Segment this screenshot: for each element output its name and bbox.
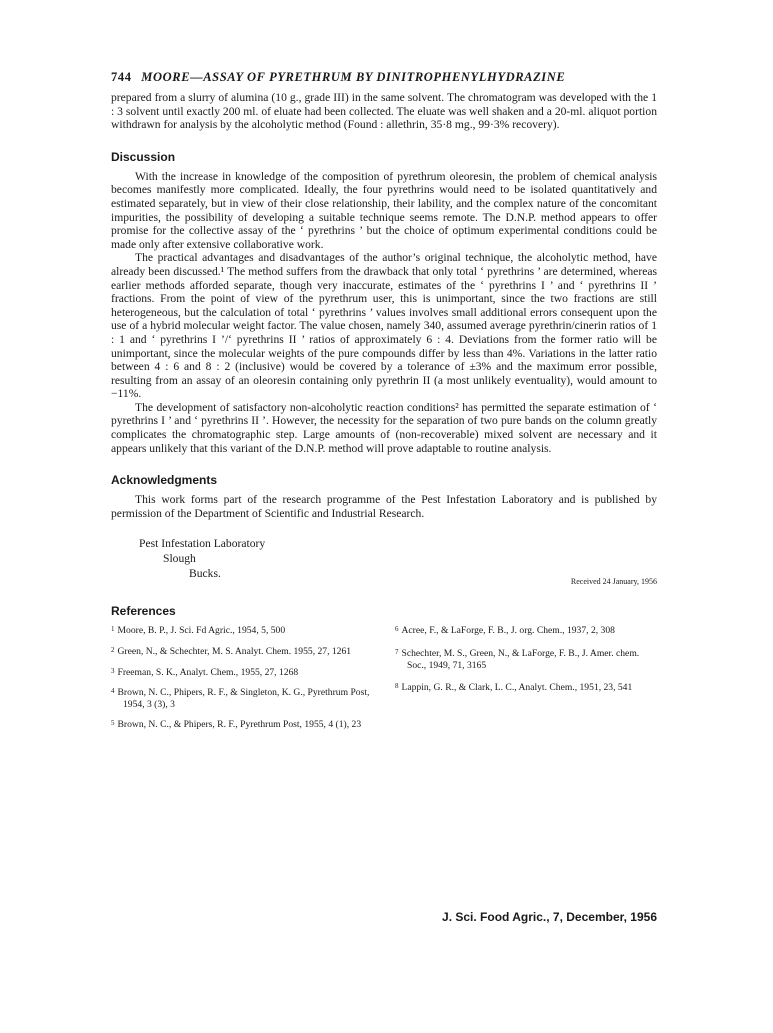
- address-line: Pest Infestation Laboratory: [139, 537, 266, 551]
- reference-column-right: [395, 624, 657, 739]
- reference-list: [111, 624, 657, 739]
- reference-item: $^2$ Green, N., & Schechter, M. S. Analyt. Chem. 1955, 27, 1261: [111, 646, 352, 658]
- reference-item: $^7$ Schechter, M. S., Green, N., & LaForge, F. B., J. Amer. chem. Soc., 1949, 71, 3165: [395, 648, 640, 671]
- discussion-paragraph-2: The practical advantages and disadvantages of the author’s original technique, the alcoholytic method, have already been discussed.¹ The method suffers from the drawback that only total ‘ pyrethrins ’ are determined, whereas earlier methods afforded separate, though very inaccurate, estimates of the ‘ pyrethrins I ’ and ‘ pyrethrins II ’ fractions. From the point of view of the pyrethrum user, this is unimportant, since the two fractions are still heterogeneous, but the calculation of total ‘ pyrethrins ’ values involves small additional errors consequent upon the use of a hybrid molecular weight factor. The value chosen, namely 340, assumed average pyrethrin/cinerin ratios of 1 : 1 and ‘ pyrethrins I ’/‘ pyrethrins II ’ ratios of approximately 6 : 4. Deviations from the former ratio will be unimportant, since the molecular weights of the pure compounds differ by less than 4%. Variations in the latter ratio between 4 : 6 and 8 : 2 (inclusive) would be covered by a tolerance of ±3% and the maximum error possible, resulting from an assay of an oleoresin containing only pyrethrin II (a most unlikely eventuality), would amount to −11%.: [111, 251, 657, 401]
- discussion-paragraph-3: The development of satisfactory non-alcoholytic reaction conditions² has permitted the separate estimation of ‘ pyrethrins I ’ and ‘ pyrethrins II ’. However, the necessity for the separation of two pure bands on the column greatly complicates the chromatographic step. Large amounts of (non-recoverable) mixed solvent are necessary and it appears unlikely that this variant of the D.N.P. method will prove adaptable to routine analysis.: [111, 400, 657, 455]
- acknowledgments-heading: Acknowledgments: [111, 473, 218, 488]
- discussion-paragraph-1: With the increase in knowledge of the composition of pyrethrum oleoresin, the problem of chemical analysis becomes manifestly more complicated. Ideally, the four pyrethrins would need to be isolated quantitatively and estimated separately, but in view of their close relationship, their lability, and the complex nature of the concomitant impurities, the possibility of developing a suitable technique seems remote. The D.N.P. method appears to offer promise for the collective assay of the ‘ pyrethrins ’ but the choice of optimum experimental conditions could be made only after extensive collaborative work.: [111, 169, 657, 251]
- received-date: Received 24 January, 1956: [570, 577, 657, 587]
- author-address: [111, 536, 657, 581]
- reference-item: $^6$ Acree, F., & LaForge, F. B., J. org. Chem., 1937, 2, 308: [395, 625, 615, 637]
- intro-paragraph: prepared from a slurry of alumina (10 g., grade III) in the same solvent. The chromatogram was developed with the 1 : 3 solvent until exactly 200 ml. of eluate had been collected. The eluate was well shaken and a 20-ml. aliquot portion withdrawn for analysis by the alcoholytic method (Found : allethrin, 35·8 mg., 99·3% recovery).: [111, 91, 657, 132]
- running-title: MOORE—ASSAY OF PYRETHRUM BY DINITROPHENYLHYDRAZINE: [141, 70, 566, 84]
- journal-footer: J. Sci. Food Agric., 7, December, 1956: [442, 910, 657, 924]
- reference-item: $^1$ Moore, B. P., J. Sci. Fd Agric., 1954, 5, 500: [111, 625, 286, 637]
- acknowledgments-text: This work forms part of the research programme of the Pest Infestation Laboratory and is published by permission of the Department of Scientific and Industrial Research.: [111, 493, 657, 520]
- running-header: [111, 70, 657, 85]
- reference-item: $^4$ Brown, N. C., Phipers, R. F., & Singleton, K. G., Pyrethrum Post, 1954, 3 (3), 3: [111, 687, 370, 710]
- reference-item: $^3$ Freeman, S. K., Analyt. Chem., 1955, 27, 1268: [111, 666, 299, 678]
- page-body: [111, 70, 657, 739]
- address-line: Slough: [163, 552, 196, 566]
- discussion-heading: Discussion: [111, 149, 176, 164]
- page-number: 744: [111, 70, 132, 84]
- reference-item: $^5$ Brown, N. C., & Phipers, R. F., Pyrethrum Post, 1955, 4 (1), 23: [111, 719, 362, 731]
- reference-item: $^8$ Lappin, G. R., & Clark, L. C., Analyt. Chem., 1951, 23, 541: [395, 682, 633, 694]
- address-line: Bucks.: [189, 567, 221, 581]
- reference-column-left: [111, 624, 373, 739]
- references-heading: References: [111, 604, 176, 619]
